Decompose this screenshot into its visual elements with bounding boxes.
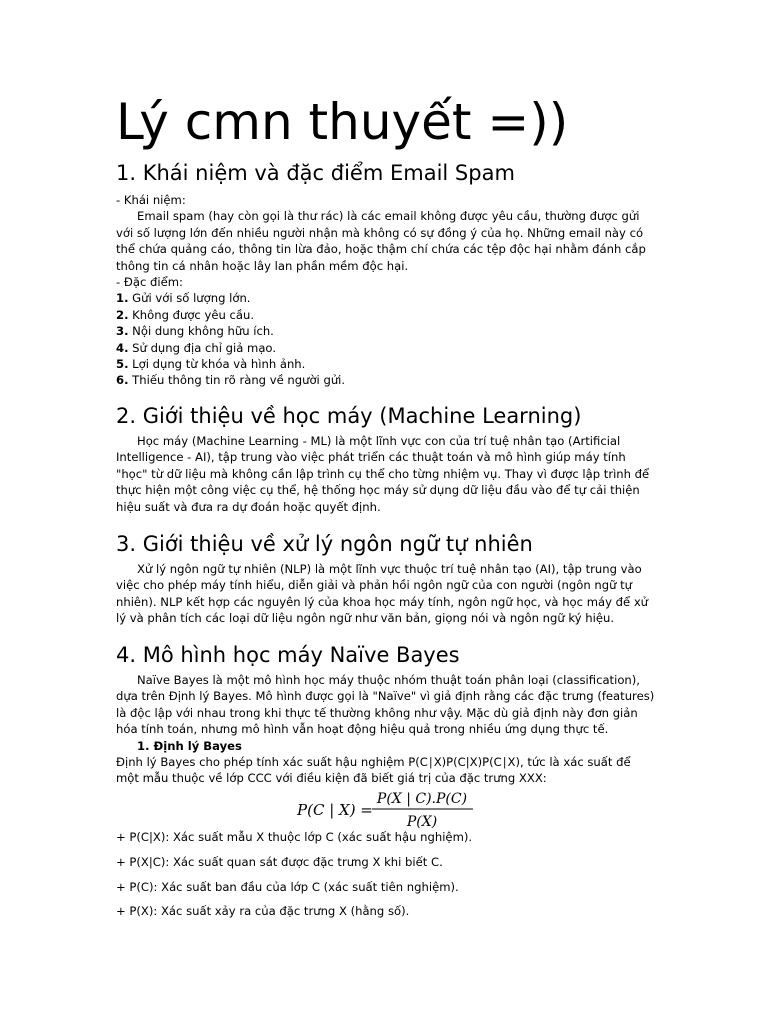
list-item: 1. Gửi với số lượng lớn. (116, 291, 251, 306)
page-title: Lý cmn thuyết =)) (116, 93, 569, 151)
section-1-body (116, 192, 656, 389)
list-item: + P(X): Xác suất xảy ra của đặc trưng X (hằng số). (116, 904, 410, 919)
features-label: - Đặc điểm: (116, 275, 183, 290)
bayes-body (116, 754, 656, 787)
bayes-terms (116, 829, 656, 928)
list-item: 6. Thiếu thông tin rõ ràng về người gửi. (116, 373, 346, 388)
section-3-heading: 3. Giới thiệu về xử lý ngôn ngữ tự nhiên (116, 532, 533, 556)
section-4-body (116, 672, 656, 738)
list-item: + P(C): Xác suất ban đầu của lớp C (xác suất tiên nghiệm). (116, 879, 459, 894)
section-2-heading: 2. Giới thiệu về học máy (Machine Learning) (116, 404, 582, 428)
list-item: 3. Nội dung không hữu ích. (116, 324, 274, 339)
section-1-heading: 1. Khái niệm và đặc điểm Email Spam (116, 161, 515, 185)
list-item: + P(X|C): Xác suất quan sát được đặc trưng X khi biết C. (116, 854, 443, 869)
bayes-subheading: 1. Định lý Bayes (137, 739, 242, 753)
naive-bayes-text: Naïve Bayes là một mô hình học máy thuộc nhóm thuật toán phân loại (classification), dựa trên Định lý Bayes. Mô hình được gọi là "Naïve" vì giả định rằng các đặc trưng (features) là độc lập với nhau trong khi thực tế thường không như vậy. Mặc dù giả định này đơn giản hóa tính toán, nhưng mô hình vẫn hoạt động hiệu quả trong nhiều ứng dụng thực tế. (116, 673, 655, 737)
list-item: 2. Không được yêu cầu. (116, 307, 255, 322)
list-item: 4. Sử dụng địa chỉ giả mạo. (116, 340, 277, 355)
formula-denominator: P(X) (406, 814, 438, 830)
features-list (116, 290, 656, 388)
ml-text: Học máy (Machine Learning - ML) là một lĩnh vực con của trí tuệ nhân tạo (Artificial Intelligence - AI), tập trung vào việc phát triển các thuật toán và mô hình giúp máy tính "học" từ dữ liệu mà không cần lập trình cụ thể cho từng nhiệm vụ. Thay vì được lập trình để thực hiện một công việc cụ thể, hệ thống học máy sử dụng dữ liệu đầu vào để tự cải thiện hiệu suất và đưa ra dự đoán hoặc quyết định. (116, 434, 650, 514)
section-3-body (116, 561, 656, 627)
concept-label: - Khái niệm: (116, 193, 186, 207)
bayes-text: Định lý Bayes cho phép tính xác suất hậu nghiệm P(C∣X)P(C|X)P(C∣X), tức là xác suất để một mẫu thuộc về lớp CCC với điều kiện đã biết giá trị của đặc trưng XXX: (116, 755, 631, 786)
list-item: 5. Lợi dụng từ khóa và hình ảnh. (116, 357, 306, 372)
formula-lhs: P(C | X) = (297, 801, 373, 819)
concept-text: Email spam (hay còn gọi là thư rác) là các email không được yêu cầu, thường được gửi với số lượng lớn đến nhiều người nhận mà không có sự đồng ý của họ. Những email này có thể chứa quảng cáo, thông tin lừa đảo, hoặc thậm chí chứa các tệp độc hại nhằm đánh cắp thông tin cá nhân hoặc lây lan phần mềm độc hại. (116, 209, 646, 273)
section-4-heading: 4. Mô hình học máy Naïve Bayes (116, 643, 460, 667)
section-2-body (116, 433, 656, 515)
list-item: + P(C|X): Xác suất mẫu X thuộc lớp C (xác suất hậu nghiệm). (116, 830, 473, 844)
nlp-text: Xử lý ngôn ngữ tự nhiên (NLP) là một lĩnh vực thuộc trí tuệ nhân tạo (AI), tập trung vào việc cho phép máy tính hiểu, diễn giải và phản hồi ngôn ngữ của con người (ngôn ngữ tự nhiên). NLP kết hợp các nguyên lý của khoa học máy tính, ngôn ngữ học, và học máy để xử lý và phân tích các loại dữ liệu ngôn ngữ như văn bản, giọng nói và ngôn ngữ ký hiệu. (116, 562, 649, 626)
formula-numerator: P(X | C).P(C) (376, 791, 468, 807)
bayes-formula (297, 788, 477, 832)
